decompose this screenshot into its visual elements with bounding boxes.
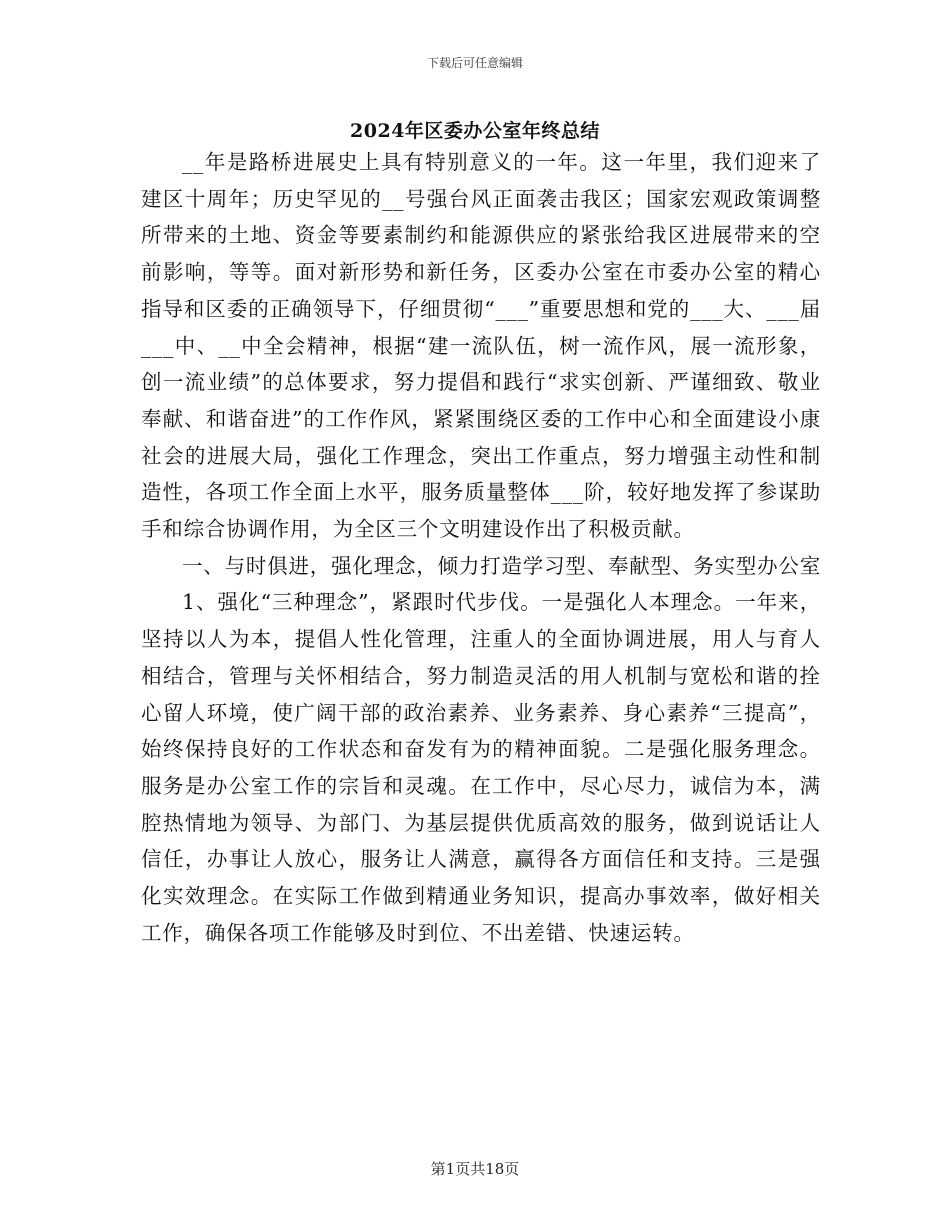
page-number: 第1页共18页 xyxy=(430,1160,520,1178)
paragraph-intro: __年是路桥进展史上具有特别意义的一年。这一年里，我们迎来了建区十周年；历史罕见的__号强台风正面袭击我区；国家宏观政策调整所带来的土地、资金等要素制约和能源供应的紧张给我区进展带来的空前影响，等等。面对新形势和新任务，区委办公室在市委办公室的精心指导和区委的正确领导下，仔细贯彻“___”重要思想和党的___大、___届___中、__中全会精神，根据“建一流队伍，树一流作风，展一流形象，创一流业绩”的总体要求，努力提倡和践行“求实创新、严谨细致、敬业奉献、和谐奋进”的工作作风，紧紧围绕区委的工作中心和全面建设小康社会的进展大局，强化工作理念，突出工作重点，努力增强主动性和制造性，各项工作全面上水平，服务质量整体___阶，较好地发挥了参谋助手和综合协调作用，为全区三个文明建设作出了积极贡献。 xyxy=(141,150,821,542)
section-heading-1: 一、与时俱进，强化理念，倾力打造学习型、奉献型、务实型办公室 xyxy=(182,553,821,578)
document-title: 2024年区委办公室年终总结 xyxy=(350,120,600,142)
paragraph-section-1-item-1: 1、强化“三种理念”，紧跟时代步伐。一是强化人本理念。一年来，坚持以人为本，提倡人性化管理，注重人的全面协调进展，用人与育人相结合，管理与关怀相结合，努力制造灵活的用人机制与宽松和谐的拴心留人环境，使广阔干部的政治素养、业务素养、身心素养“三提高”，始终保持良好的工作状态和奋发有为的精神面貌。二是强化服务理念。服务是办公室工作的宗旨和灵魂。在工作中，尽心尽力，诚信为本，满腔热情地为领导、为部门、为基层提供优质高效的服务，做到说话让人信任，办事让人放心，服务让人满意，赢得各方面信任和支持。三是强化实效理念。在实际工作做到精通业务知识，提高办事效率，做好相关工作，确保各项工作能够及时到位、不出差错、快速运转。 xyxy=(141,590,821,945)
document-body xyxy=(141,144,821,951)
page-header-note: 下载后可任意编辑 xyxy=(426,56,523,70)
